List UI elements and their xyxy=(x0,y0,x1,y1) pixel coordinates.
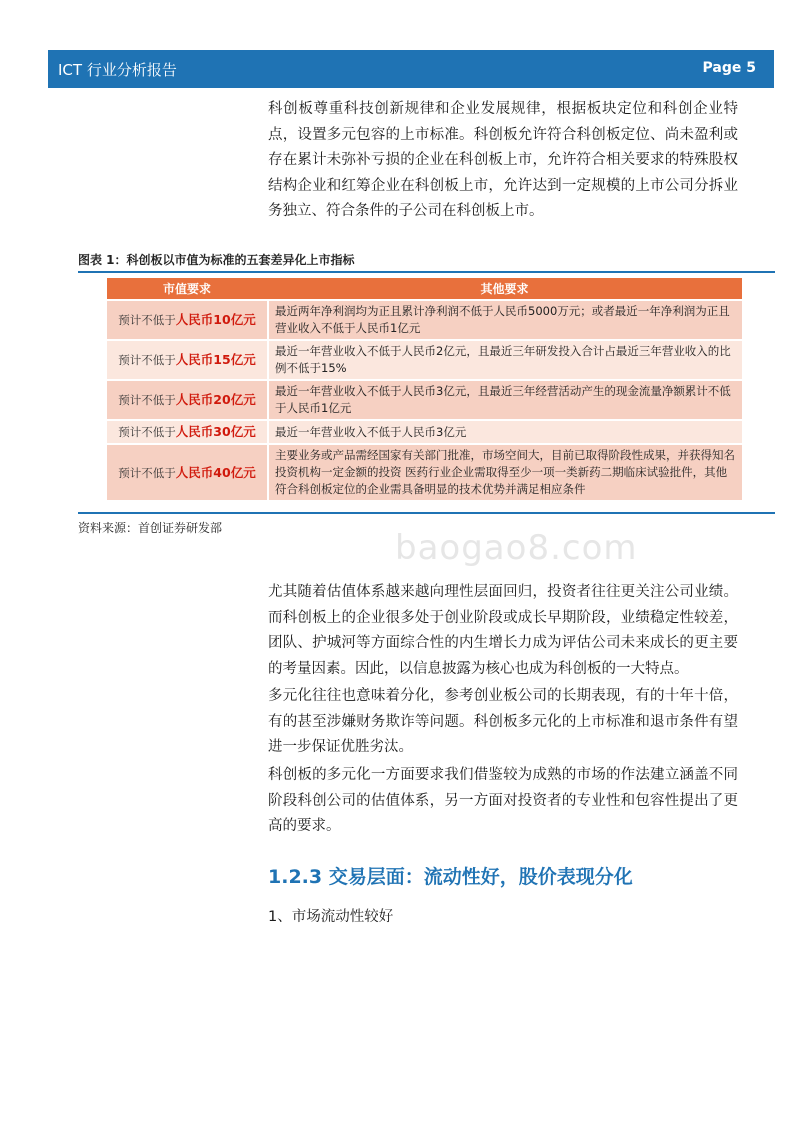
table-row xyxy=(107,445,742,500)
table-row xyxy=(107,341,742,379)
market-value-amount: 人民币10亿元 xyxy=(175,312,256,327)
table-row xyxy=(107,381,742,419)
table-row xyxy=(107,421,742,443)
other-requirement-cell: 主要业务或产品需经国家有关部门批准，市场空间大，目前已取得阶段性成果，并获得知名投资机构一定金额的投资 医药行业企业需取得至少一项一类新药二期临床试验批件，其他符合科创板定位的企业需具备明显的技术优势并满足相应条件 xyxy=(267,445,742,500)
market-value-cell: 预计不低于人民币40亿元 xyxy=(107,445,267,500)
market-value-amount: 人民币15亿元 xyxy=(175,352,256,367)
figure-caption: 图表 1：科创板以市值为标准的五套差异化上市指标 xyxy=(78,253,355,267)
watermark: baogao8.com xyxy=(395,528,638,568)
market-value-cell: 预计不低于人民币10亿元 xyxy=(107,301,267,339)
paragraph-valuation: 尤其随着估值体系越来越向理性层面回归，投资者往往更关注公司业绩。而科创板上的企业很多处于创业阶段或成长早期阶段，业绩稳定性较差，团队、护城河等方面综合性的内生增长力成为评估公司未来成长的更主要的考量因素。因此，以信息披露为核心也成为科创板的一大特点。 xyxy=(268,584,738,677)
figure-top-rule xyxy=(78,271,775,273)
other-requirement-cell: 最近两年净利润均为正且累计净利润不低于人民币5000万元；或者最近一年净利润为正且营业收入不低于人民币1亿元 xyxy=(267,301,742,339)
paragraph-diversification: 多元化往往也意味着分化，参考创业板公司的长期表现，有的十年十倍，有的甚至涉嫌财务欺诈等问题。科创板多元化的上市标准和退市条件有望进一步保证优胜劣汰。 xyxy=(268,688,738,755)
header-market-value: 市值要求 xyxy=(107,278,267,299)
paragraph-investor-requirements: 科创板的多元化一方面要求我们借鉴较为成熟的市场的作法建立涵盖不同阶段科创公司的估值体系，另一方面对投资者的专业性和包容性提出了更高的要求。 xyxy=(268,767,738,834)
table-row xyxy=(107,301,742,339)
market-value-amount: 人民币20亿元 xyxy=(175,392,256,407)
list-item: 1、市场流动性较好 xyxy=(268,909,394,925)
other-requirement-cell: 最近一年营业收入不低于人民币2亿元，且最近三年研发投入合计占最近三年营业收入的比例不低于15% xyxy=(267,341,742,379)
market-value-amount: 人民币40亿元 xyxy=(175,464,256,480)
market-value-cell: 预计不低于人民币20亿元 xyxy=(107,381,267,419)
figure-bottom-rule xyxy=(78,512,775,514)
section-heading: 1.2.3 交易层面：流动性好，股价表现分化 xyxy=(268,866,633,888)
other-requirement-cell: 最近一年营业收入不低于人民币3亿元，且最近三年经营活动产生的现金流量净额累计不低于人民币1亿元 xyxy=(267,381,742,419)
page-number: Page 5 xyxy=(702,60,756,76)
market-value-cell: 预计不低于人民币30亿元 xyxy=(107,421,267,443)
listing-criteria-table xyxy=(107,276,742,502)
report-header xyxy=(48,50,774,88)
header-other-requirements: 其他要求 xyxy=(267,278,742,299)
market-value-amount: 人民币30亿元 xyxy=(175,424,256,439)
other-requirement-cell: 最近一年营业收入不低于人民币3亿元 xyxy=(267,421,742,443)
market-value-cell: 预计不低于人民币15亿元 xyxy=(107,341,267,379)
table-header-row xyxy=(107,278,742,299)
figure-source: 资料来源：首创证券研发部 xyxy=(78,521,223,535)
paragraph-listing-standards: 科创板尊重科技创新规律和企业发展规律，根据板块定位和科创企业特点，设置多元包容的上市标准。科创板允许符合科创板定位、尚未盈利或存在累计未弥补亏损的企业在科创板上市，允许符合相关要求的特殊股权结构企业和红筹企业在科创板上市，允许达到一定规模的上市公司分拆业务独立、符合条件的子公司在科创板上市。 xyxy=(268,101,738,219)
report-title: ICT 行业分析报告 xyxy=(58,61,177,79)
